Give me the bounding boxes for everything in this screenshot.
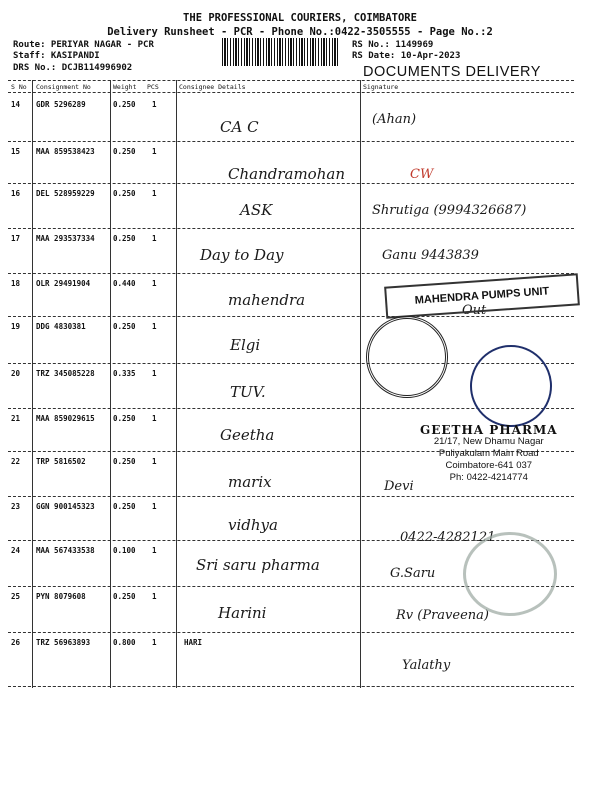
- row-pcs: 1: [152, 100, 157, 109]
- col-header-consignee: Consignee Details: [179, 83, 246, 91]
- row-weight: 0.440: [113, 279, 136, 288]
- row-weight: 0.250: [113, 414, 136, 423]
- row-weight: 0.800: [113, 638, 136, 647]
- geetha-pharma-stamp: [420, 424, 558, 484]
- row-pcs: 1: [152, 234, 157, 243]
- row-divider: [8, 316, 574, 317]
- row-consignee: TUV.: [230, 383, 266, 401]
- row-consignee: Geetha: [220, 426, 275, 444]
- row-pcs: 1: [152, 592, 157, 601]
- row-divider: [8, 632, 574, 633]
- col-header-sno: S No: [11, 83, 27, 91]
- runsheet-title: THE PROFESSIONAL COURIERS, COIMBATORE: [183, 12, 417, 24]
- row-weight: 0.250: [113, 457, 136, 466]
- row-consignee: Sri saru pharma: [196, 556, 320, 574]
- header-rule: [8, 80, 574, 81]
- row-consignee: HARI: [184, 638, 203, 647]
- row-sno: 15: [11, 147, 21, 156]
- row-sno: 18: [11, 279, 21, 288]
- row-consignee: CA C: [220, 118, 259, 136]
- row-weight: 0.335: [113, 369, 136, 378]
- row-signature: Out: [462, 303, 487, 318]
- faded-seal: [463, 532, 557, 616]
- row-weight: 0.250: [113, 189, 136, 198]
- row-pcs: 1: [152, 322, 157, 331]
- row-pcs: 1: [152, 638, 157, 647]
- row-signature: Devi: [384, 479, 414, 494]
- row-divider: [8, 496, 574, 497]
- row-pcs: 1: [152, 502, 157, 511]
- row-weight: 0.250: [113, 147, 136, 156]
- row-consignment-no: MAA 859538423: [36, 147, 95, 156]
- row-consignee: Elgi: [230, 336, 261, 354]
- row-consignee: marix: [228, 473, 272, 491]
- col-header-consignment: Consignment No: [36, 83, 91, 91]
- col-header-signature: Signature: [363, 83, 399, 91]
- geetha-pharma-name: GEETHA PHARMA: [420, 423, 558, 437]
- document-type: DOCUMENTS DELIVERY: [363, 64, 541, 80]
- drs-number: DRS No.: DCJB114996902: [13, 63, 133, 73]
- row-pcs: 1: [152, 414, 157, 423]
- rs-date: RS Date: 10-Apr-2023: [352, 51, 461, 61]
- row-sno: 22: [11, 457, 21, 466]
- row-weight: 0.250: [113, 100, 136, 109]
- mahendra-stamp: MAHENDRA PUMPS UNIT: [384, 273, 580, 318]
- row-pcs: 1: [152, 279, 157, 288]
- row-weight: 0.250: [113, 502, 136, 511]
- row-consignment-no: PYN 8079608: [36, 592, 86, 601]
- col-header-pcs: PCS: [147, 83, 159, 91]
- geetha-phone: Ph: 0422-4214774: [449, 472, 528, 483]
- row-consignment-no: MAA 293537334: [36, 234, 95, 243]
- row-weight: 0.250: [113, 234, 136, 243]
- row-consignment-no: DDG 4830381: [36, 322, 86, 331]
- row-consignment-no: GDR 5296289: [36, 100, 86, 109]
- row-pcs: 1: [152, 546, 157, 555]
- row-sno: 24: [11, 546, 21, 555]
- col-divider: [110, 80, 111, 688]
- row-consignment-no: DEL 528959229: [36, 189, 95, 198]
- row-signature: Rv (Praveena): [396, 608, 489, 623]
- barcode: [222, 38, 340, 66]
- row-signature: (Ahan): [372, 112, 417, 127]
- row-weight: 0.250: [113, 322, 136, 331]
- triangle-seal: [470, 345, 552, 427]
- row-consignee: Day to Day: [200, 246, 284, 264]
- row-consignment-no: MAA 567433538: [36, 546, 95, 555]
- geetha-address-line: Coimbatore-641 037: [445, 460, 533, 471]
- footer-rule: [8, 686, 574, 687]
- row-sno: 17: [11, 234, 21, 243]
- row-sno: 16: [11, 189, 21, 198]
- row-consignment-no: MAA 859029615: [36, 414, 95, 423]
- row-signature: Ganu 9443839: [382, 248, 479, 263]
- row-pcs: 1: [152, 369, 157, 378]
- row-consignment-no: OLR 29491904: [36, 279, 91, 288]
- row-consignment-no: GGN 900145323: [36, 502, 95, 511]
- row-signature: Shrutiga (9994326687): [372, 203, 527, 218]
- round-seal: [366, 316, 448, 398]
- row-consignment-no: TRP 5816502: [36, 457, 86, 466]
- row-signature: G.Saru: [390, 566, 436, 581]
- row-divider: [8, 273, 574, 274]
- row-signature: CW: [410, 167, 434, 182]
- row-sno: 25: [11, 592, 21, 601]
- route-label: Route: PERIYAR NAGAR - PCR: [13, 40, 154, 50]
- row-sno: 26: [11, 638, 21, 647]
- row-consignment-no: TRZ 345085228: [36, 369, 95, 378]
- row-consignee: Chandramohan: [228, 165, 345, 183]
- row-consignee: mahendra: [228, 291, 306, 309]
- row-divider: [8, 228, 574, 229]
- row-consignment-no: TRZ 56963893: [36, 638, 91, 647]
- row-consignee: vidhya: [228, 516, 278, 534]
- row-divider: [8, 141, 574, 142]
- geetha-address-line: 21/17, New Dhamu Nagar: [433, 436, 544, 447]
- row-weight: 0.250: [113, 592, 136, 601]
- row-pcs: 1: [152, 189, 157, 198]
- row-consignee: ASK: [240, 201, 273, 219]
- row-signature: Yalathy: [402, 658, 451, 673]
- row-signature: 0422-4282121: [400, 530, 496, 545]
- row-sno: 14: [11, 100, 21, 109]
- header-rule-bottom: [8, 92, 574, 93]
- geetha-address-line: Puliyakulam Main Road: [438, 448, 539, 459]
- rs-number: RS No.: 1149969: [352, 40, 434, 50]
- col-divider: [32, 80, 33, 688]
- row-sno: 23: [11, 502, 21, 511]
- staff-label: Staff: KASIPANDI: [13, 51, 100, 61]
- row-sno: 20: [11, 369, 21, 378]
- runsheet-subtitle: Delivery Runsheet - PCR - Phone No.:0422-3505555 - Page No.:2: [107, 26, 493, 38]
- row-weight: 0.100: [113, 546, 136, 555]
- row-consignee: Harini: [218, 604, 267, 622]
- row-pcs: 1: [152, 457, 157, 466]
- col-divider: [360, 80, 361, 688]
- col-divider: [176, 80, 177, 688]
- row-sno: 19: [11, 322, 21, 331]
- row-divider: [8, 183, 574, 184]
- col-header-weight: Weight: [113, 83, 137, 91]
- row-sno: 21: [11, 414, 21, 423]
- row-pcs: 1: [152, 147, 157, 156]
